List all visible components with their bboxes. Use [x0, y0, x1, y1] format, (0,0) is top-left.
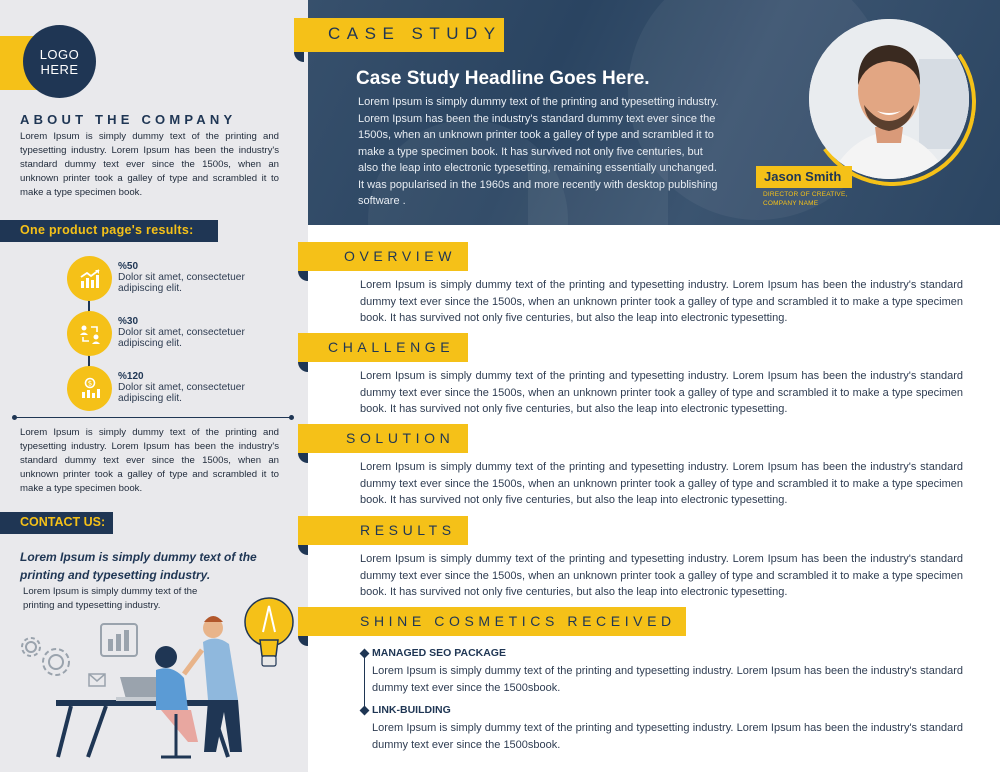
received-item-text: Lorem Ipsum is simply dummy text of the printing and typesetting industry. Lorem Ipsum has been the industry's standard dummy text ever since the 1500sbook.	[372, 722, 963, 751]
received-item-title: LINK-BUILDING	[372, 704, 451, 716]
office-illustration	[16, 592, 306, 762]
stat-value: %120	[118, 371, 144, 382]
logo-line-2: HERE	[40, 61, 79, 77]
stat-text: Dolor sit amet, consectetuer adipiscing elit.	[118, 327, 245, 349]
stat-item	[67, 366, 297, 412]
header-text: Lorem Ipsum is simply dummy text of the printing and typesetting industry. Lorem Ipsum has been the industry's standard dummy text ever since the 1500s, when an unknown printer took a galley of type and scrambled it to make a type specimen book. It has survived not only five centuries, but also the leap into electronic typesetting, remaining essentially unchanged. It was popularised in the 1960s and more recently with desktop publishing software .	[358, 96, 719, 207]
section-tab-challenge: CHALLENGE	[298, 333, 468, 362]
headline: Case Study Headline Goes Here.	[356, 68, 650, 89]
section-tab-solution: SOLUTION	[298, 424, 468, 453]
logo	[23, 25, 96, 98]
stat-item	[67, 256, 297, 302]
logo-line-1: LOGO	[39, 46, 80, 62]
overview-text: Lorem Ipsum is simply dummy text of the printing and typesetting industry. Lorem Ipsum has been the industry's standard dummy text ever since the 1500s, when an unknown printer took a galley of type and scrambled it to make a type specimen book. It has survived not only five centuries, but also the leap into electronic typesetting.	[360, 279, 963, 324]
results-text: Lorem Ipsum is simply dummy text of the printing and typesetting industry. Lorem Ipsum has been the industry's standard dummy text ever since the 1500s, when an unknown printer took a galley of type and scrambled it to make a type specimen book. It has survived not only five centuries, but also the leap into electronic typesetting.	[360, 553, 963, 598]
lightbulb-icon	[245, 598, 293, 666]
bullet-icon	[360, 649, 370, 659]
stat-text: Dolor sit amet, consectetuer adipiscing elit.	[118, 272, 245, 294]
stat-text: Dolor sit amet, consectetuer adipiscing elit.	[118, 382, 245, 404]
bullet-icon	[360, 706, 370, 716]
stat-value: %50	[118, 261, 139, 272]
received-item-text: Lorem Ipsum is simply dummy text of the printing and typesetting industry. Lorem Ipsum has been the industry's standard dummy text ever since the 1500sbook.	[372, 665, 963, 694]
divider	[14, 417, 292, 418]
about-title: ABOUT THE COMPANY	[20, 112, 237, 127]
about-text-secondary: Lorem Ipsum is simply dummy text of the printing and typesetting industry. Lorem Ipsum has been the industry's standard dummy text ever since the 1500s, when an unknown printer took a galley of type and scrambled it to make a type specimen book.	[20, 427, 279, 494]
money-chart-icon	[67, 366, 112, 411]
section-tab-received: SHINE COSMETICS RECEIVED	[298, 607, 686, 636]
case-study-tag: CASE STUDY	[294, 18, 504, 52]
gear-icon	[22, 638, 69, 675]
stat-value: %30	[118, 316, 139, 327]
growth-chart-icon	[67, 256, 112, 301]
results-heading: One product page's results:	[0, 220, 218, 242]
solution-text: Lorem Ipsum is simply dummy text of the printing and typesetting industry. Lorem Ipsum has been the industry's standard dummy text ever since the 1500s, when an unknown printer took a galley of type and scrambled it to make a type specimen book. It has survived not only five centuries, but also the leap into electronic typesetting.	[360, 461, 963, 506]
section-tab-overview: OVERVIEW	[298, 242, 468, 271]
about-text: Lorem Ipsum is simply dummy text of the printing and typesetting industry. Lorem Ipsum has been the industry's standard dummy text ever since the 1500s, when an unknown printer took a galley of type and scrambled it to make a type specimen book.	[20, 131, 279, 198]
svg-text:$: $	[87, 379, 92, 387]
stat-item	[67, 311, 297, 357]
avatar	[809, 19, 969, 179]
section-tab-results: RESULTS	[298, 516, 468, 545]
received-item-title: MANAGED SEO PACKAGE	[372, 647, 506, 659]
people-exchange-icon	[67, 311, 112, 356]
challenge-text: Lorem Ipsum is simply dummy text of the printing and typesetting industry. Lorem Ipsum has been the industry's standard dummy text ever since the 1500s, when an unknown printer took a galley of type and scrambled it to make a type specimen book. It has survived not only five centuries, but also the leap into electronic typesetting.	[360, 370, 963, 415]
person-title: DIRECTOR OF CREATIVE, COMPANY NAME	[763, 191, 848, 207]
contact-text: Lorem Ipsum is simply dummy text of the printing and typesetting industry.	[23, 586, 198, 611]
contact-heading: CONTACT US:	[0, 512, 113, 534]
contact-tagline: Lorem Ipsum is simply dummy text of the printing and typesetting industry.	[20, 550, 257, 582]
seated-person	[155, 646, 177, 668]
person-name: Jason Smith	[756, 166, 852, 188]
received-timeline	[364, 652, 365, 710]
